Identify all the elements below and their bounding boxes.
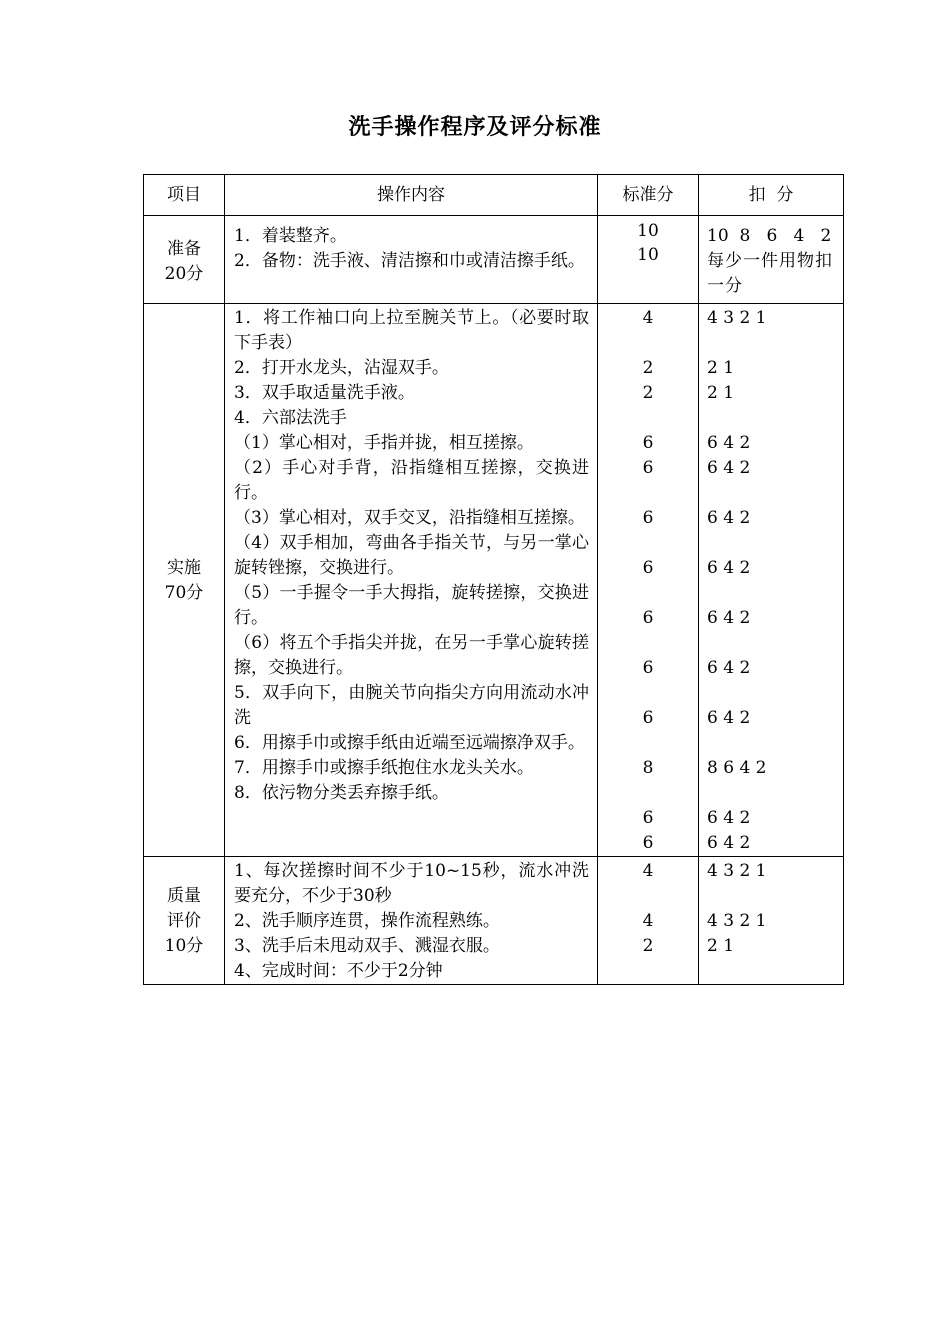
table-row-preparation — [144, 216, 844, 304]
score-line: 6 — [642, 558, 654, 578]
deduction-line: 2 1 — [707, 936, 735, 956]
score-line: 10 — [637, 221, 659, 241]
score-line: 6 — [642, 608, 654, 628]
deduction-line — [707, 884, 834, 909]
score-line — [607, 481, 689, 506]
score-line — [607, 406, 689, 431]
content-line: 8．依污物分类丢弃擦手纸。 — [234, 783, 449, 803]
deduction-line: 2 1 — [707, 383, 735, 403]
content-line: 1．着装整齐。 — [234, 226, 347, 246]
content-line: （5）一手握令一手大拇指，旋转搓擦，交换进行。 — [234, 583, 589, 628]
deduction-line: 6 4 2 — [707, 708, 751, 728]
deduction-line: 6 4 2 — [707, 658, 751, 678]
category-line: 70分 — [164, 583, 204, 603]
scoring-table — [143, 174, 844, 985]
deduction-line: 2 1 — [707, 358, 735, 378]
category-cell — [144, 304, 225, 857]
score-line — [607, 581, 689, 606]
standard-score-cell — [598, 304, 699, 857]
deduction-line: 6 4 2 — [707, 833, 751, 853]
category-cell — [144, 857, 225, 985]
deduction-line — [707, 681, 834, 706]
deduction-line: 6 4 2 — [707, 458, 751, 478]
deduction-line — [707, 731, 834, 756]
deduction-line — [707, 481, 834, 506]
standard-score-cell — [598, 216, 699, 304]
table-row-quality — [144, 857, 844, 985]
score-line — [607, 781, 689, 806]
deduction-line: 6 4 2 — [707, 808, 751, 828]
category-line: 20分 — [164, 263, 204, 284]
score-line — [607, 631, 689, 656]
category-line: 质量 — [167, 886, 201, 906]
score-line — [607, 884, 689, 909]
deduction-cell — [699, 857, 844, 985]
content-line: （1）掌心相对，手指并拢，相互搓擦。 — [234, 433, 534, 453]
header-row — [144, 175, 844, 216]
content-line: 3、洗手后未甩动双手、溅湿衣服。 — [234, 936, 500, 956]
deduction-line: 每少一件用物扣一分 — [707, 251, 833, 296]
deduction-line: 6 4 2 — [707, 508, 751, 528]
header-content: 操作内容 — [225, 175, 598, 216]
content-line: 1、每次搓擦时间不少于10~15秒，流水冲洗要充分，不少于30秒 — [234, 861, 589, 906]
score-line: 4 — [642, 308, 654, 328]
deduction-cell — [699, 216, 844, 304]
table-row-implementation — [144, 304, 844, 857]
deduction-line: 4 3 2 1 — [707, 911, 767, 931]
score-line: 6 — [642, 808, 654, 828]
deduction-line — [707, 581, 834, 606]
score-line — [607, 681, 689, 706]
score-line: 6 — [642, 508, 654, 528]
content-line: 7．用擦手巾或擦手纸抱住水龙头关水。 — [234, 758, 534, 778]
category-line: 10分 — [164, 936, 204, 956]
score-line: 6 — [642, 833, 654, 853]
score-line — [607, 731, 689, 756]
score-line: 6 — [642, 708, 654, 728]
score-line: 6 — [642, 658, 654, 678]
deduction-line: 6 4 2 — [707, 608, 751, 628]
header-item: 项目 — [144, 175, 225, 216]
score-line: 2 — [642, 383, 654, 403]
score-line: 6 — [642, 458, 654, 478]
deduction-line: 6 4 2 — [707, 558, 751, 578]
standard-score-cell — [598, 857, 699, 985]
content-line: 5．双手向下，由腕关节向指尖方向用流动水冲洗 — [234, 683, 589, 728]
score-line: 4 — [642, 911, 654, 931]
content-cell — [225, 857, 598, 985]
score-line: 10 — [637, 245, 659, 265]
content-line: 2．打开水龙头，沾湿双手。 — [234, 358, 449, 378]
category-line: 实施 — [167, 558, 201, 578]
score-line: 4 — [642, 861, 654, 881]
content-line: （3）掌心相对，双手交叉，沿指缝相互搓擦。 — [234, 508, 585, 528]
content-line: 1．将工作袖口向上拉至腕关节上。（必要时取下手表） — [234, 308, 589, 353]
deduction-line: 8 6 4 2 — [707, 758, 767, 778]
category-line: 评价 — [167, 911, 201, 931]
content-line: （4）双手相加，弯曲各手指关节，与另一掌心旋转锉擦，交换进行。 — [234, 533, 589, 578]
deduction-line — [707, 531, 834, 556]
content-line: 2．备物：洗手液、清洁擦和巾或清洁擦手纸。 — [234, 251, 585, 271]
category-cell — [144, 216, 225, 304]
deduction-line: 6 4 2 — [707, 433, 751, 453]
header-standard-score: 标准分 — [598, 175, 699, 216]
content-line: 4、完成时间：不少于2分钟 — [234, 961, 443, 981]
score-line: 6 — [642, 433, 654, 453]
header-deduction: 扣 分 — [699, 175, 844, 216]
category-line: 准备 — [167, 238, 201, 259]
score-line — [607, 331, 689, 356]
content-line: 3．双手取适量洗手液。 — [234, 383, 415, 403]
content-line: 2、洗手顺序连贯，操作流程熟练。 — [234, 911, 500, 931]
score-line: 2 — [642, 358, 654, 378]
content-line: （6）将五个手指尖并拢，在另一手掌心旋转搓擦，交换进行。 — [234, 633, 589, 678]
score-line: 8 — [642, 758, 654, 778]
content-line: （2）手心对手背，沿指缝相互搓擦，交换进行。 — [234, 458, 589, 503]
deduction-line: 10 8 6 4 2 — [707, 226, 832, 246]
deduction-cell — [699, 304, 844, 857]
content-line: 4．六部法洗手 — [234, 408, 347, 428]
content-cell — [225, 216, 598, 304]
score-line: 2 — [642, 936, 654, 956]
deduction-line — [707, 781, 834, 806]
deduction-line — [707, 631, 834, 656]
deduction-line — [707, 331, 834, 356]
score-line — [607, 531, 689, 556]
document-title: 洗手操作程序及评分标准 — [348, 114, 602, 140]
deduction-line — [707, 406, 834, 431]
content-cell — [225, 304, 598, 857]
deduction-line: 4 3 2 1 — [707, 308, 767, 328]
deduction-line: 4 3 2 1 — [707, 861, 767, 881]
content-line: 6．用擦手巾或擦手纸由近端至远端擦净双手。 — [234, 733, 585, 753]
